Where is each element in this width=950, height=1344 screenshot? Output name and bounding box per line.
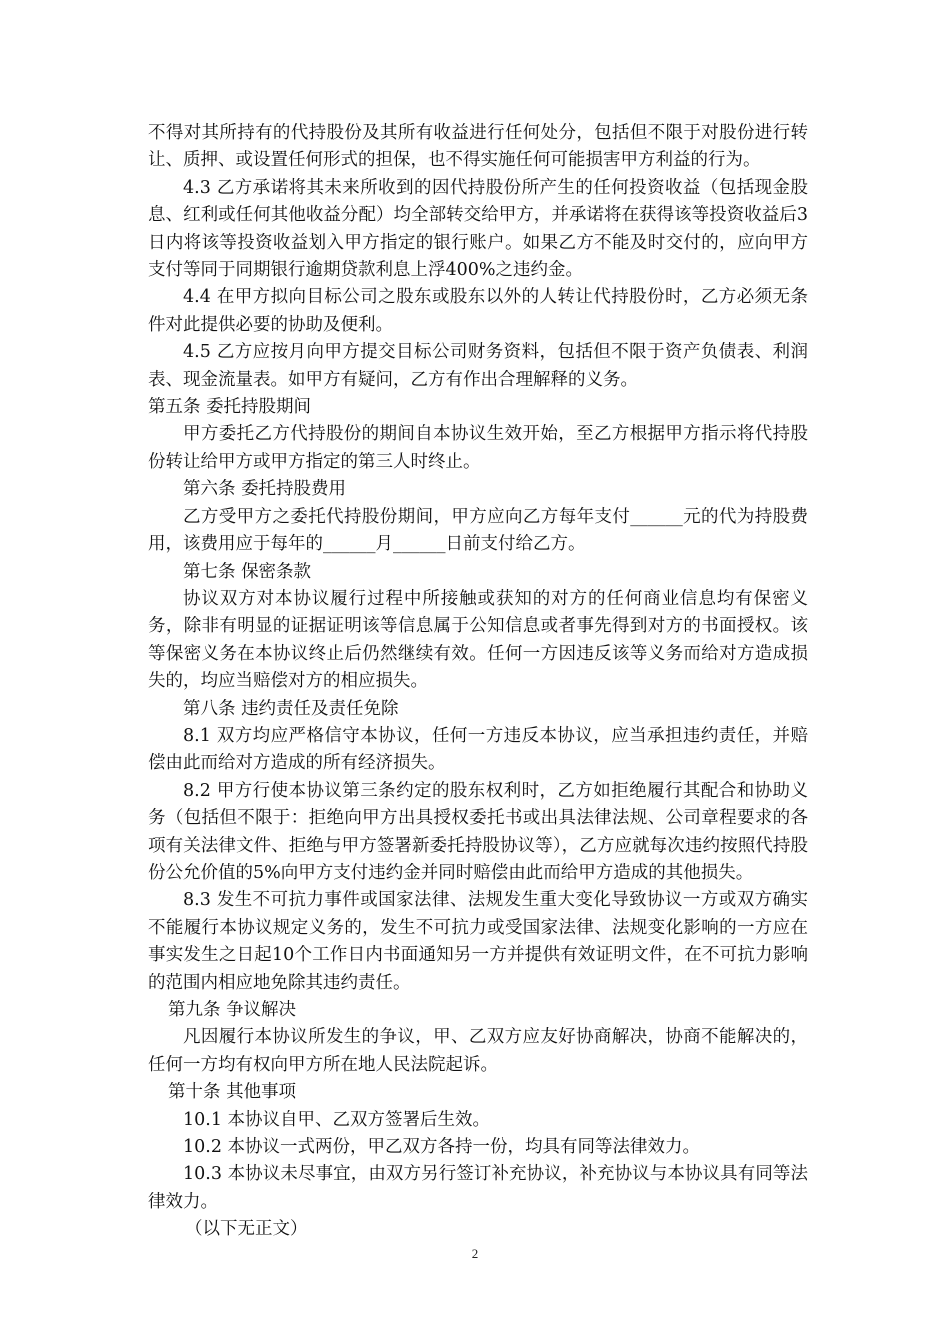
- clause-10-3: 10.3 本协议未尽事宜，由双方另行签订补充协议，补充协议与本协议具有同等法律效力。: [148, 1164, 808, 1212]
- clause-8-1: 8.1 双方均应严格信守本协议，任何一方违反本协议，应当承担违约责任，并赔偿由此而给对方造成的所有经济损失。: [148, 725, 808, 774]
- clause-8-3: 8.3 发生不可抗力事件或国家法律、法规发生重大变化导致协议一方或双方确实不能履行本协议规定义务的，发生不可抗力或受国家法律、法规变化影响的一方应在事实发生之日起10个工作日内书面通知另一方并提供有效证明文件，在不可抗力影响的范围内相应地免除其违约责任。: [148, 890, 808, 993]
- article-9-heading: 第九条 争议解决: [168, 1000, 297, 1020]
- clause-4-3: 4.3 乙方承诺将其未来所收到的因代持股份所产生的任何投资收益（包括现金股息、红利或任何其他收益分配）均全部转交给甲方，并承诺将在获得该等投资收益后3日内将该等投资收益划入甲方指定的银行账户。如果乙方不能及时交付的，应向甲方支付等同于同期银行逾期贷款利息上浮400%之违约金。: [148, 177, 808, 281]
- article-6-heading: 第六条 委托持股费用: [183, 479, 347, 500]
- page-number: 2: [471, 1246, 479, 1261]
- article-6-body: 乙方受甲方之委托代持股份期间，甲方应向乙方每年支付______元的代为持股费用，该费用应于每年的______月______日前支付给乙方。: [148, 506, 808, 555]
- article-9-body: 凡因履行本协议所发生的争议，甲、乙双方应友好协商解决，协商不能解决的，任何一方均有权向甲方所在地人民法院起诉。: [148, 1027, 808, 1075]
- clause-10-1: 10.1 本协议自甲、乙双方签署后生效。: [183, 1109, 491, 1130]
- article-5-heading: 第五条 委托持股期间: [148, 397, 312, 418]
- clause-8-2: 8.2 甲方行使本协议第三条约定的股东权利时，乙方如拒绝履行其配合和协助义务（包括但不限于：拒绝向甲方出具授权委托书或出具法律法规、公司章程要求的各项有关法律文件、拒绝与甲方签署新委托持股协议等），乙方应就每次违约按照代持股份公允价值的5%向甲方支付违约金并同时赔偿由此而给甲方造成的其他损失。: [148, 780, 808, 883]
- document-body: [148, 120, 808, 1244]
- article-10-heading: 第十条 其他事项: [168, 1082, 297, 1103]
- article-8-heading: 第八条 违约责任及责任免除: [183, 698, 399, 719]
- clause-10-2: 10.2 本协议一式两份，甲乙双方各持一份，均具有同等法律效力。: [183, 1137, 701, 1158]
- article-5-body: 甲方委托乙方代持股份的期间自本协议生效开始，至乙方根据甲方指示将代持股份转让给甲方或甲方指定的第三人时终止。: [148, 424, 808, 472]
- clause-4-4: 4.4 在甲方拟向目标公司之股东或股东以外的人转让代持股份时，乙方必须无条件对此提供必要的协助及便利。: [148, 287, 808, 335]
- article-7-body: 协议双方对本协议履行过程中所接触或获知的对方的任何商业信息均有保密义务，除非有明显的证据证明该等信息属于公知信息或者事先得到对方的书面授权。该等保密义务在本协议终止后仍然继续有效。任何一方因违反该等义务而给对方造成损失的，均应当赔偿对方的相应损失。: [148, 588, 808, 692]
- end-of-text-note: （以下无正文）: [185, 1219, 308, 1240]
- clause-4-5: 4.5 乙方应按月向甲方提交目标公司财务资料，包括但不限于资产负债表、利润表、现金流量表。如甲方有疑问，乙方有作出合理解释的义务。: [148, 342, 808, 390]
- article-7-heading: 第七条 保密条款: [183, 561, 312, 582]
- clause-4-2-continuation: 不得对其所持有的代持股份及其所有收益进行任何处分，包括但不限于对股份进行转让、质押、或设置任何形式的担保，也不得实施任何可能损害甲方利益的行为。: [148, 123, 808, 171]
